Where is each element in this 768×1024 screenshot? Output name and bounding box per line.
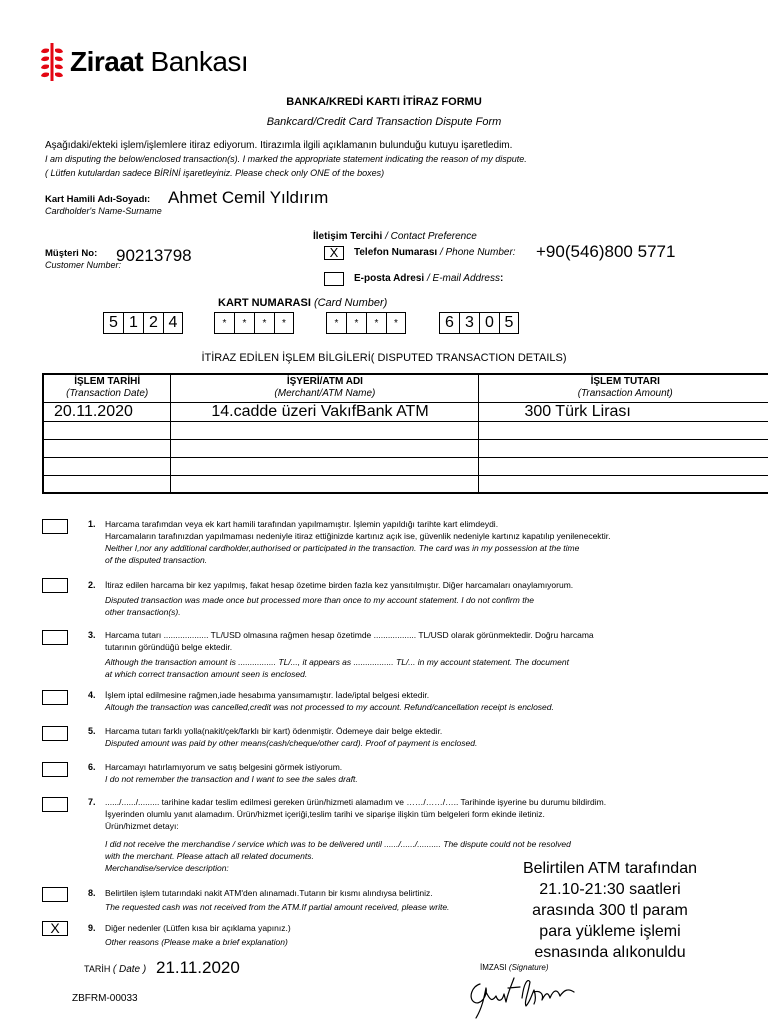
card-number-label: KART NUMARASI (Card Number) bbox=[218, 297, 388, 309]
merchant-cell[interactable]: 14.cadde üzeri VakıfBank ATM bbox=[171, 402, 479, 421]
signature[interactable] bbox=[462, 972, 582, 1020]
merchant-cell[interactable] bbox=[171, 457, 479, 475]
reason-2-checkbox[interactable] bbox=[42, 578, 68, 593]
reason-9-checkbox[interactable]: X bbox=[42, 921, 68, 936]
card-digit: 0 bbox=[479, 312, 499, 334]
card-digit-masked: * bbox=[366, 312, 386, 334]
card-digit-masked: * bbox=[346, 312, 366, 334]
transaction-table bbox=[42, 373, 768, 494]
intro-en: I am disputing the below/enclosed transaction(s). I marked the appropriate statement indicating the reason of my dispute. bbox=[45, 154, 527, 164]
reason-3-checkbox[interactable] bbox=[42, 630, 68, 645]
merchant-cell[interactable] bbox=[171, 475, 479, 493]
table-row bbox=[43, 439, 768, 457]
card-digit: 5 bbox=[103, 312, 123, 334]
card-digit-masked: * bbox=[234, 312, 254, 334]
reason-5-checkbox[interactable] bbox=[42, 726, 68, 741]
merchant-cell[interactable] bbox=[171, 439, 479, 457]
amount-cell[interactable]: 300 Türk Lirası bbox=[479, 402, 768, 421]
reason-2: 2. İtiraz edilen harcama bir kez yapılmış, fakat hesap özetime birden fazla kez yansıtılmıştır. Diğer harcamaları onaylamıyorum. Disputed transaction was made once but processed more than once to my account statement. I do not confirm the other transaction(s). bbox=[88, 580, 574, 617]
card-number-group-4[interactable] bbox=[439, 312, 519, 336]
intro-note: ( Lütfen kutulardan sadece BİRİNİ işaretleyiniz. Please check only ONE of the boxes) bbox=[45, 168, 385, 178]
reason-1: 1. Harcama tarafımdan veya ek kart hamili tarafından yapılmamıştır. İşlemin yapıldığı tarihte kart elimdeydi. Harcamaların tarafınızdan yapılmaması nedeniyle itiraz ettiğinizde kartınız açık ise, güvenlik nedeniyle kartınız kapatılıp yenilenecektir. Neither I,nor any additional cardholder,authorised or participated in the transaction. The card was in my possession at the time of the disputed transaction. bbox=[88, 519, 611, 565]
bank-logo bbox=[40, 42, 248, 82]
card-number-group-1[interactable] bbox=[103, 312, 183, 336]
date-cell[interactable] bbox=[43, 457, 171, 475]
amount-cell[interactable] bbox=[479, 439, 768, 457]
date-label: TARİH ( Date ) bbox=[84, 964, 147, 975]
phone-label: Telefon Numarası / Phone Number: bbox=[354, 247, 516, 258]
intro-tr: Aşağıdaki/ekteki işlem/işlemlere itiraz ediyorum. Itirazımla ilgili açıklamanın bulunduğu kutuyu işaretledim. bbox=[45, 140, 513, 151]
merchant-cell[interactable] bbox=[171, 421, 479, 439]
bank-name: Ziraat Bankası bbox=[70, 46, 249, 77]
amount-cell[interactable] bbox=[479, 475, 768, 493]
table-row bbox=[43, 475, 768, 493]
email-label: E-posta Adresi / E-mail Address: bbox=[354, 273, 504, 284]
reason-5: 5. Harcama tutarı farklı yolla(nakit/çek/farklı bir kart) ödenmiştir. Ödemeye dair belge ektedir. Disputed amount was paid by other means(cash/cheque/other card). Proof of payment is enclosed. bbox=[88, 726, 478, 748]
date-cell[interactable] bbox=[43, 421, 171, 439]
reason-4: 4. İşlem iptal edilmesine rağmen,iade hesabıma yansımamıştır. İade/iptal belgesi ektedir. Altough the transaction was cancelled,credit was not processed to my account. Refund/cancellation receipt is enclosed. bbox=[88, 690, 554, 712]
form-title-en: Bankcard/Credit Card Transaction Dispute Form bbox=[266, 116, 502, 128]
reason-6-checkbox[interactable] bbox=[42, 762, 68, 777]
card-digit-masked: * bbox=[254, 312, 274, 334]
transaction-details-title: İTİRAZ EDİLEN İŞLEM BİLGİLERİ( DISPUTED TRANSACTION DETAILS) bbox=[201, 352, 567, 364]
card-digit: 6 bbox=[439, 312, 459, 334]
col-header-date: İŞLEM TARİHİ (Transaction Date) bbox=[43, 374, 171, 402]
customer-number-field[interactable]: 90213798 bbox=[116, 246, 192, 265]
email-checkbox[interactable] bbox=[324, 272, 344, 286]
table-row bbox=[43, 457, 768, 475]
wheat-logo-icon bbox=[40, 43, 64, 81]
reason-8-checkbox[interactable] bbox=[42, 887, 68, 902]
card-number-group-3[interactable] bbox=[326, 312, 406, 336]
table-header-row bbox=[43, 374, 768, 402]
reason-9: 9. Diğer nedenler (Lütfen kısa bir açıklama yapınız.) Other reasons (Please make a brief explanation) bbox=[88, 923, 291, 947]
date-cell[interactable] bbox=[43, 439, 171, 457]
col-header-merchant: İŞYERİ/ATM ADI (Merchant/ATM Name) bbox=[171, 374, 479, 402]
reason-3: 3. Harcama tutarı ................... TL/USD olmasına rağmen hesap özetimde .................. TL/USD olarak görünmektedir. Doğru harcama tutarının göründüğü belge ektedir. Although the transaction amount is ................ TL/..., it appears as ................. TL/... in my account statement. The document at which correct transaction amount seen is enclosed. bbox=[88, 630, 594, 679]
customer-label: Müşteri No: bbox=[45, 248, 98, 259]
date-cell[interactable] bbox=[43, 475, 171, 493]
cardholder-label-en: Cardholder's Name-Surname bbox=[45, 206, 162, 216]
cardholder-name-field[interactable]: Ahmet Cemil Yıldırım bbox=[168, 188, 329, 207]
card-digit-masked: * bbox=[326, 312, 346, 334]
form-title-tr: BANKA/KREDİ KARTI İTİRAZ FORMU bbox=[286, 96, 482, 108]
phone-number-field[interactable]: +90(546)800 5771 bbox=[536, 242, 676, 261]
signature-label: İMZASI (Signature) bbox=[480, 963, 549, 972]
card-digit: 2 bbox=[143, 312, 163, 334]
card-digit: 3 bbox=[459, 312, 479, 334]
col-header-amount: İŞLEM TUTARI (Transaction Amount) bbox=[479, 374, 768, 402]
card-digit-masked: * bbox=[386, 312, 406, 334]
card-digit: 5 bbox=[499, 312, 519, 334]
card-digit-masked: * bbox=[274, 312, 294, 334]
phone-checkbox[interactable]: X bbox=[324, 246, 344, 260]
reason-8: 8. Belirtilen işlem tutarındaki nakit ATM'den alınamadı.Tutarın bir kısmı alındıysa belirtiniz. The requested cash was not received from the ATM.If partial amount received, please write. bbox=[88, 888, 450, 912]
contact-preference-title: İletişim Tercihi / Contact Preference bbox=[313, 231, 477, 242]
table-row bbox=[43, 421, 768, 439]
reason-7: 7. ....../....../......... tarihine kadar teslim edilmesi gereken ürün/hizmeti alamadım ve ……/……/….. Tarihinde işyerine bu durumu bildirdim. İşyerinden olumlu yanıt alamadım. Ürün/hizmet içeriği,teslim tarihi ve siparişe ilişkin tüm belgeleri form ekinde iletiniz. Ürün/hizmet detayı: I did not receive the merchandise / service which was to be delivered until ....../....../.......... The dispute could not be resolved with the merchant. Please attach all related documents. Merchandise/service description: bbox=[88, 797, 607, 873]
card-number-group-2[interactable] bbox=[214, 312, 294, 336]
cardholder-label: Kart Hamili Adı-Soyadı: bbox=[45, 194, 151, 205]
amount-cell[interactable] bbox=[479, 457, 768, 475]
card-digit: 4 bbox=[163, 312, 183, 334]
reason-4-checkbox[interactable] bbox=[42, 690, 68, 705]
card-digit: 1 bbox=[123, 312, 143, 334]
form-code: ZBFRM-00033 bbox=[72, 993, 138, 1004]
reason-6: 6. Harcamayı hatırlamıyorum ve satış belgesini görmek istiyorum. I do not remember the transaction and I want to see the sales draft. bbox=[88, 762, 358, 784]
reason-1-checkbox[interactable] bbox=[42, 519, 68, 534]
customer-label-en: Customer Number: bbox=[45, 260, 122, 270]
reason-7-checkbox[interactable] bbox=[42, 797, 68, 812]
date-cell[interactable]: 20.11.2020 bbox=[43, 402, 171, 421]
other-reason-explanation[interactable]: Belirtilen ATM tarafından 21.10-21:30 saatleri arasında 300 tl param para yükleme işlemi esnasında alıkonuldu bbox=[522, 860, 697, 961]
amount-cell[interactable] bbox=[479, 421, 768, 439]
table-row bbox=[43, 402, 768, 421]
card-digit-masked: * bbox=[214, 312, 234, 334]
date-field[interactable]: 21.11.2020 bbox=[156, 958, 240, 977]
